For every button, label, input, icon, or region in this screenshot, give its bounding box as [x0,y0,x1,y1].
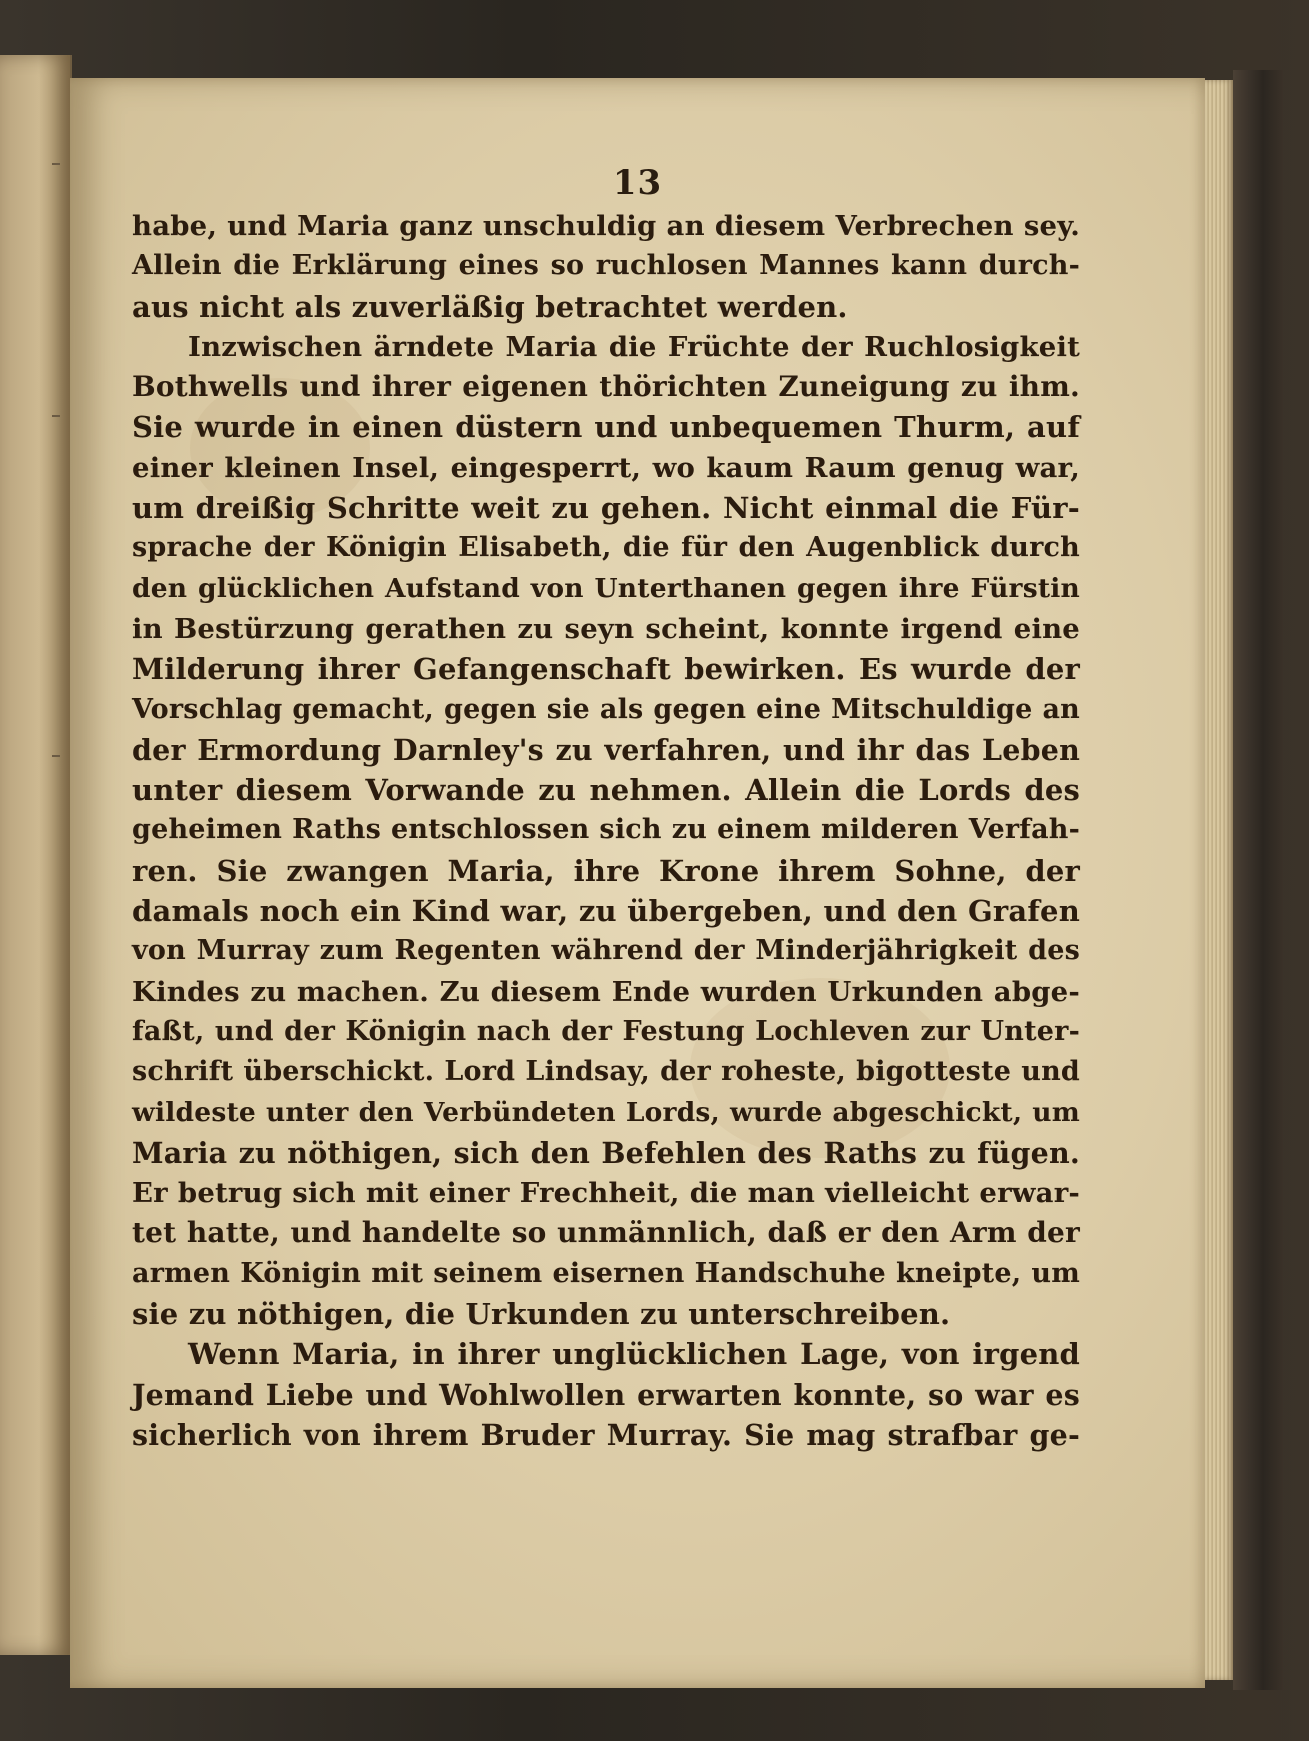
text-line: Maria zu nöthigen, sich den Befehlen des Raths zu fügen. [132,1135,1080,1170]
text-line: sie zu nöthigen, die Urkunden zu unterschreiben. [132,1297,951,1332]
text-line: sicherlich von ihrem Bruder Murray. Sie mag strafbar ge- [132,1417,1080,1452]
text-line: unter diesem Vorwande zu nehmen. Allein die Lords des [132,773,1080,808]
text-line: in Bestürzung gerathen zu seyn scheint, konnte irgend eine [132,612,1080,645]
text-line: Kindes zu machen. Zu diesem Ende wurden Urkunden abge- [132,975,1080,1008]
text-line: ren. Sie zwangen Maria, ihre Krone ihrem Sohne, der [132,853,1080,888]
text-line: Wenn Maria, in ihrer unglücklichen Lage, von irgend [188,1337,1080,1372]
text-line: Inzwischen ärndete Maria die Früchte der Ruchlosigkeit [188,330,1080,363]
text-line: Bothwells und ihrer eigenen thörichten Zuneigung zu ihm. [132,370,1080,404]
text-line: aus nicht als zuverläßig betrachtet werden. [132,289,848,324]
page-number: 13 [612,163,663,203]
text-line: tet hatte, und handelte so unmännlich, daß er den Arm der [132,1216,1080,1250]
text-line: Vorschlag gemacht, gegen sie als gegen eine Mitschuldige an [132,693,1080,725]
text-line: der Ermordung Darnley's zu verfahren, und ihr das Leben [132,732,1080,767]
book-page [70,78,1205,1688]
text-line: einer kleinen Insel, eingesperrt, wo kaum Raum genug war, [132,451,1080,484]
text-line: damals noch ein Kind war, zu übergeben, und den Grafen [132,894,1080,929]
previous-page-edge [0,55,72,1655]
text-line: wildeste unter den Verbündeten Lords, wurde abgeschickt, um [132,1096,1080,1128]
text-line: habe, und Maria ganz unschuldig an diesem Verbrechen sey. [132,210,1080,242]
text-line: sprache der Königin Elisabeth, die für den Augenblick durch [132,532,1080,564]
text-line: Allein die Erklärung eines so ruchlosen Mannes kann durch- [132,250,1080,282]
text-line: geheimen Raths entschlossen sich zu einem milderen Verfah- [132,814,1080,846]
page-mark [52,415,60,417]
text-line: den glücklichen Aufstand von Unterthanen gegen ihre Fürstin [132,572,1080,604]
text-line: schrift überschickt. Lord Lindsay, der roheste, bigotteste und [132,1056,1080,1088]
text-line: Er betrug sich mit einer Frechheit, die man vielleicht erwar- [132,1177,1080,1210]
text-line: faßt, und der Königin nach der Festung Lochleven zur Unter- [132,1015,1080,1047]
text-line: armen Königin mit seinem eisernen Handschuhe kneipte, um [132,1257,1080,1289]
text-line: Jemand Liebe und Wohlwollen erwarten konnte, so war es [132,1377,1080,1412]
page-mark [52,163,60,165]
body-text [132,206,1080,1455]
text-line: von Murray zum Regenten während der Minderjährigkeit des [132,935,1080,967]
text-line: Milderung ihrer Gefangenschaft bewirken. Es wurde der [132,652,1080,687]
page-mark [52,755,60,757]
text-line: Sie wurde in einen düstern und unbequemen Thurm, auf [132,410,1080,445]
book-board-edge [1233,70,1283,1690]
text-line: um dreißig Schritte weit zu gehen. Nicht einmal die Für- [132,491,1080,526]
page-stack-edge [1205,80,1233,1680]
